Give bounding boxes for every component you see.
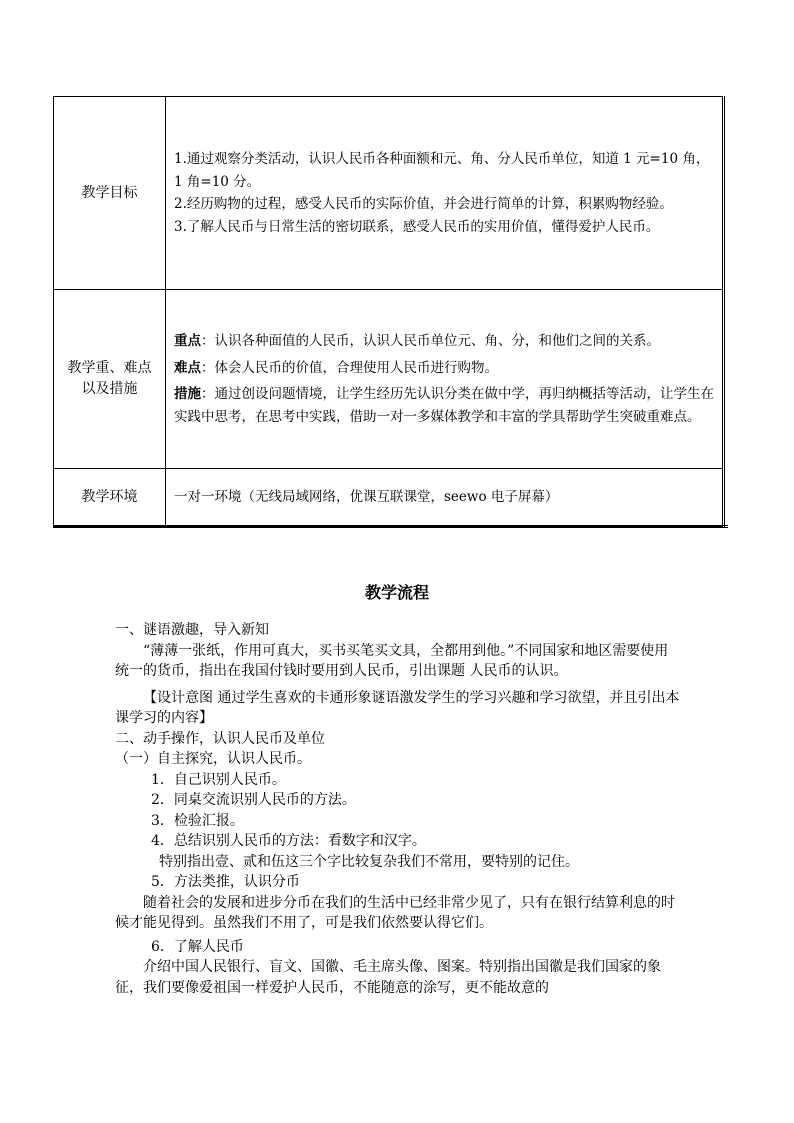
step-2: 2．同桌交流识别人民币的方法。 bbox=[151, 792, 356, 808]
key-point-item bbox=[174, 330, 716, 353]
step-6-paragraph: 介绍中国人民银行、盲文、国徽、毛主席头像、图案。特别指出国徽是我们国家的象征，我们要像爱祖国一样爱护人民币，不能随意的涂写，更不能故意的 bbox=[115, 959, 661, 996]
label-key-points bbox=[54, 290, 166, 469]
step-5: 5．方法类推，认识分币 bbox=[151, 874, 300, 890]
step-6: 6．了解人民币 bbox=[151, 938, 244, 955]
key-points-content bbox=[166, 290, 724, 469]
measure-keyword: 措施 bbox=[174, 386, 201, 402]
label-key-points-line1: 教学重、难点 bbox=[67, 360, 152, 376]
goal-2: 2.经历购物的过程，感受人民币的实际价值，并会进行简单的计算，积累购物经验。 bbox=[174, 196, 673, 212]
row-environment bbox=[54, 469, 724, 527]
design-intent-paragraph: 【设计意图 通过学生喜欢的卡通形象谜语激发学生的学习兴趣和学习欲望，并且引出本课学习的内容】 bbox=[115, 689, 680, 726]
difficulty-keyword: 难点 bbox=[174, 359, 201, 376]
lesson-plan-table bbox=[53, 96, 725, 527]
difficulty-item bbox=[174, 357, 716, 380]
subsection-1-heading: （一）自主探究，认识人民币。 bbox=[115, 751, 311, 767]
label-teaching-goals: 教学目标 bbox=[54, 97, 166, 290]
teaching-flow-body bbox=[115, 620, 681, 998]
row-teaching-goals bbox=[54, 97, 724, 290]
table-bottom-border bbox=[53, 525, 728, 528]
teaching-goals-content bbox=[166, 97, 724, 290]
difficulty-text: ：体会人民币的价值，合理使用人民币进行购物。 bbox=[201, 359, 498, 376]
measure-item bbox=[174, 383, 716, 428]
section-2-heading: 二、动手操作，认识人民币及单位 bbox=[115, 730, 325, 747]
riddle-paragraph: “薄薄一张纸，作用可真大，买书买笔买文具，全都用到他。”不同国家和地区需要使用统一的货币，指出在我国付钱时要用到人民币，引出课题 人民币的认识。 bbox=[115, 642, 669, 679]
step-4: 4．总结识别人民币的方法：看数字和汉字。 bbox=[151, 833, 426, 849]
goal-3: 3.了解人民币与日常生活的密切联系，感受人民币的实用价值，懂得爱护人民币。 bbox=[174, 218, 660, 235]
key-point-text: ：认识各种面值的人民币，认识人民币单位元、角、分，和他们之间的关系。 bbox=[201, 333, 660, 349]
key-point-keyword: 重点 bbox=[174, 333, 201, 349]
section-1-heading: 一、谜语激趣，导入新知 bbox=[115, 622, 269, 638]
environment-content: 一对一环境（无线局域网络，优课互联课堂，seewo 电子屏幕） bbox=[166, 469, 724, 527]
step-5-paragraph: 随着社会的发展和进步分币在我们的生活中已经非常少见了，只有在银行结算利息的时候才能见得到。虽然我们不用了，可是我们依然要认得它们。 bbox=[115, 894, 675, 931]
goal-1: 1.通过观察分类活动，认识人民币各种面额和元、角、分人民币单位，知道 1 元=10 角，1 角=10 分。 bbox=[174, 151, 710, 190]
step-1: 1．自己识别人民币。 bbox=[151, 771, 286, 788]
flow-title: 教学流程 bbox=[364, 583, 429, 602]
measure-text: ：通过创设问题情境，让学生经历先认识分类在做中学，再归纳概括等活动，让学生在实践中思考，在思考中实践，借助一对一多媒体教学和丰富的学具帮助学生突破重难点。 bbox=[174, 386, 714, 425]
step-4-note: 特别指出壹、贰和伍这三个字比较复杂我们不常用，要特别的记住。 bbox=[159, 853, 579, 870]
row-key-points bbox=[54, 290, 724, 469]
label-key-points-line2: 以及措施 bbox=[81, 381, 138, 397]
step-3: 3．检验汇报。 bbox=[151, 812, 244, 829]
label-environment: 教学环境 bbox=[54, 469, 166, 527]
